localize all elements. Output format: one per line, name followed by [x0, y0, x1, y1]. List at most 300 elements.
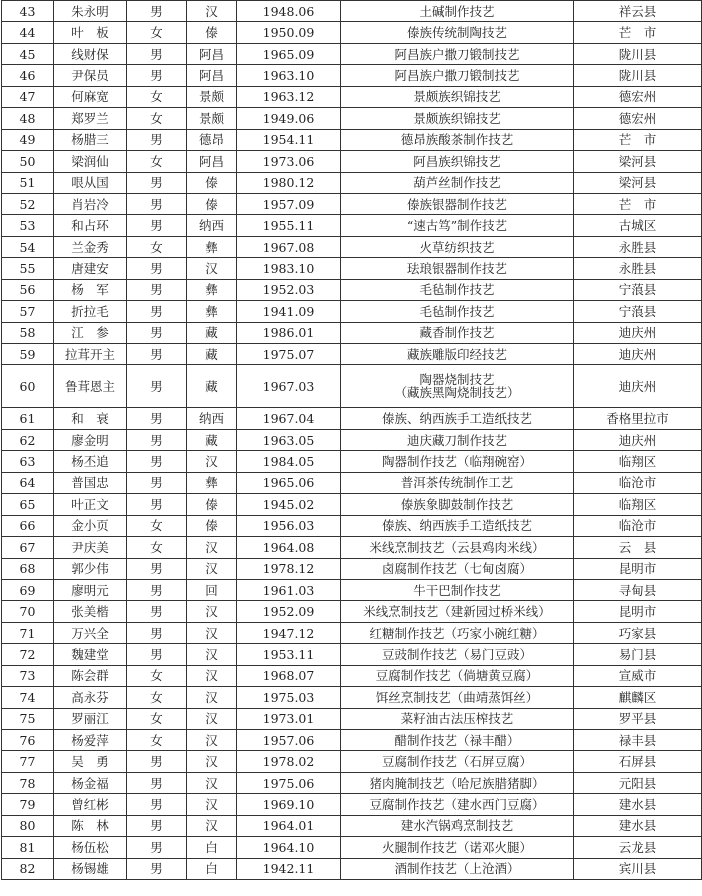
craft-cell: 藏族雕版印经技艺	[341, 344, 574, 365]
table-row	[2, 65, 702, 86]
birth-date-cell: 1961.03	[237, 579, 341, 600]
craft-cell: 牛干巴制作技艺	[341, 579, 574, 600]
table-row	[2, 537, 702, 558]
row-number-cell: 47	[2, 86, 54, 107]
name-cell: 魏建堂	[54, 644, 127, 665]
table-row	[2, 708, 702, 729]
sex-cell: 男	[127, 558, 187, 579]
region-cell: 昆明市	[574, 558, 702, 579]
birth-date-cell: 1956.03	[237, 515, 341, 536]
row-number-cell: 81	[2, 837, 54, 858]
row-number-cell: 73	[2, 665, 54, 686]
name-cell: 郭少伟	[54, 558, 127, 579]
birth-date-cell: 1967.03	[237, 365, 341, 408]
ethnicity-cell: 回	[187, 579, 237, 600]
region-cell: 古城区	[574, 215, 702, 236]
row-number-cell: 80	[2, 815, 54, 836]
birth-date-cell: 1969.10	[237, 794, 341, 815]
sex-cell: 男	[127, 322, 187, 343]
ethnicity-cell: 汉	[187, 794, 237, 815]
birth-date-cell: 1942.11	[237, 858, 341, 879]
ethnicity-cell: 德昂	[187, 129, 237, 150]
sex-cell: 男	[127, 429, 187, 450]
name-cell: 何麻宽	[54, 86, 127, 107]
table-row	[2, 794, 702, 815]
name-cell: 梁润仙	[54, 151, 127, 172]
table-row	[2, 772, 702, 793]
ethnicity-cell: 傣	[187, 193, 237, 214]
region-cell: 永胜县	[574, 236, 702, 257]
craft-cell: 米线烹制技艺（云县鸡肉米线）	[341, 537, 574, 558]
craft-cell: 米线烹制技艺（建新园过桥米线）	[341, 601, 574, 622]
row-number-cell: 55	[2, 258, 54, 279]
craft-cell: 毛毡制作技艺	[341, 279, 574, 300]
table-row	[2, 472, 702, 493]
name-cell: 鲁茸恩主	[54, 365, 127, 408]
craft-cell: 火草纺织技艺	[341, 236, 574, 257]
table-row	[2, 579, 702, 600]
ethnicity-cell: 彝	[187, 279, 237, 300]
sex-cell: 男	[127, 794, 187, 815]
row-number-cell: 74	[2, 687, 54, 708]
region-cell: 宁蒗县	[574, 279, 702, 300]
craft-cell: 傣族传统制陶技艺	[341, 22, 574, 43]
row-number-cell: 64	[2, 472, 54, 493]
row-number-cell: 45	[2, 43, 54, 64]
name-cell: 叶 板	[54, 22, 127, 43]
table-row	[2, 258, 702, 279]
row-number-cell: 68	[2, 558, 54, 579]
region-cell: 麒麟区	[574, 687, 702, 708]
name-cell: 和占环	[54, 215, 127, 236]
row-number-cell: 67	[2, 537, 54, 558]
sex-cell: 男	[127, 301, 187, 322]
craft-cell: 傣族银器制作技艺	[341, 193, 574, 214]
birth-date-cell: 1953.11	[237, 644, 341, 665]
craft-cell: 毛毡制作技艺	[341, 301, 574, 322]
name-cell: 线财保	[54, 43, 127, 64]
ethnicity-cell: 景颇	[187, 86, 237, 107]
sex-cell: 男	[127, 622, 187, 643]
craft-cell: 豆豉制作技艺（易门豆豉）	[341, 644, 574, 665]
ethnicity-cell: 白	[187, 837, 237, 858]
birth-date-cell: 1963.12	[237, 86, 341, 107]
craft-cell: 猪肉腌制技艺（哈尼族腊猪脚）	[341, 772, 574, 793]
birth-date-cell: 1957.06	[237, 730, 341, 751]
craft-cell: 迪庆藏刀制作技艺	[341, 429, 574, 450]
row-number-cell: 70	[2, 601, 54, 622]
row-number-cell: 52	[2, 193, 54, 214]
name-cell: 杨 军	[54, 279, 127, 300]
craft-cell: 珐琅银器制作技艺	[341, 258, 574, 279]
row-number-cell: 69	[2, 579, 54, 600]
birth-date-cell: 1964.01	[237, 815, 341, 836]
row-number-cell: 49	[2, 129, 54, 150]
craft-cell: 景颇族织锦技艺	[341, 86, 574, 107]
craft-cell: 阿昌族户撒刀锻制技艺	[341, 43, 574, 64]
sex-cell: 男	[127, 815, 187, 836]
row-number-cell: 46	[2, 65, 54, 86]
ethnicity-cell: 汉	[187, 601, 237, 622]
sex-cell: 女	[127, 108, 187, 129]
craft-cell: 德昂族酸茶制作技艺	[341, 129, 574, 150]
ethnicity-cell: 傣	[187, 22, 237, 43]
sex-cell: 女	[127, 22, 187, 43]
table-row	[2, 494, 702, 515]
region-cell: 元阳县	[574, 772, 702, 793]
name-cell: 朱永明	[54, 1, 127, 22]
birth-date-cell: 1948.06	[237, 1, 341, 22]
ethnicity-cell: 汉	[187, 1, 237, 22]
region-cell: 临翔区	[574, 494, 702, 515]
name-cell: 吴 勇	[54, 751, 127, 772]
birth-date-cell: 1978.12	[237, 558, 341, 579]
row-number-cell: 50	[2, 151, 54, 172]
birth-date-cell: 1950.09	[237, 22, 341, 43]
birth-date-cell: 1957.09	[237, 193, 341, 214]
table-row	[2, 43, 702, 64]
table-row	[2, 451, 702, 472]
ethnicity-cell: 彝	[187, 472, 237, 493]
craft-cell: 火腿制作技艺（诺邓火腿）	[341, 837, 574, 858]
birth-date-cell: 1964.08	[237, 537, 341, 558]
birth-date-cell: 1952.03	[237, 279, 341, 300]
craft-cell: 建水汽锅鸡烹制技艺	[341, 815, 574, 836]
birth-date-cell: 1963.10	[237, 65, 341, 86]
sex-cell: 女	[127, 537, 187, 558]
craft-cell: 酒制作技艺（上沧酒）	[341, 858, 574, 879]
row-number-cell: 65	[2, 494, 54, 515]
row-number-cell: 48	[2, 108, 54, 129]
table-row	[2, 408, 702, 429]
sex-cell: 男	[127, 858, 187, 879]
sex-cell: 男	[127, 579, 187, 600]
sex-cell: 女	[127, 665, 187, 686]
ethnicity-cell: 彝	[187, 301, 237, 322]
birth-date-cell: 1973.01	[237, 708, 341, 729]
ethnicity-cell: 汉	[187, 622, 237, 643]
sex-cell: 男	[127, 129, 187, 150]
name-cell: 叶正文	[54, 494, 127, 515]
sex-cell: 男	[127, 43, 187, 64]
ethnicity-cell: 汉	[187, 751, 237, 772]
sex-cell: 女	[127, 151, 187, 172]
row-number-cell: 54	[2, 236, 54, 257]
region-cell: 迪庆州	[574, 322, 702, 343]
craft-cell: “速古笃”制作技艺	[341, 215, 574, 236]
ethnicity-cell: 阿昌	[187, 151, 237, 172]
region-cell: 陇川县	[574, 43, 702, 64]
name-cell: 陈 林	[54, 815, 127, 836]
region-cell: 陇川县	[574, 65, 702, 86]
region-cell: 宾川县	[574, 858, 702, 879]
region-cell: 易门县	[574, 644, 702, 665]
craft-cell: 阿昌族织锦技艺	[341, 151, 574, 172]
row-number-cell: 51	[2, 172, 54, 193]
region-cell: 迪庆州	[574, 429, 702, 450]
sex-cell: 男	[127, 408, 187, 429]
birth-date-cell: 1978.02	[237, 751, 341, 772]
name-cell: 尹庆美	[54, 537, 127, 558]
table-row	[2, 129, 702, 150]
craft-cell: 陶器制作技艺（临翔碗窑）	[341, 451, 574, 472]
row-number-cell: 58	[2, 322, 54, 343]
row-number-cell: 79	[2, 794, 54, 815]
region-cell: 芒 市	[574, 129, 702, 150]
name-cell: 普国忠	[54, 472, 127, 493]
row-number-cell: 60	[2, 365, 54, 408]
craft-cell: 景颇族织锦技艺	[341, 108, 574, 129]
birth-date-cell: 1968.07	[237, 665, 341, 686]
region-cell: 迪庆州	[574, 344, 702, 365]
table-row	[2, 151, 702, 172]
name-cell: 杨爱萍	[54, 730, 127, 751]
table-row	[2, 665, 702, 686]
table-row	[2, 322, 702, 343]
craft-cell: 傣族、纳西族手工造纸技艺	[341, 515, 574, 536]
region-cell: 巧家县	[574, 622, 702, 643]
name-cell: 拉茸开主	[54, 344, 127, 365]
table-row	[2, 108, 702, 129]
ethnicity-cell: 藏	[187, 429, 237, 450]
row-number-cell: 75	[2, 708, 54, 729]
sex-cell: 男	[127, 751, 187, 772]
ethnicity-cell: 汉	[187, 644, 237, 665]
name-cell: 廖金明	[54, 429, 127, 450]
ethnicity-cell: 阿昌	[187, 65, 237, 86]
ethnicity-cell: 汉	[187, 665, 237, 686]
name-cell: 江 参	[54, 322, 127, 343]
table-row	[2, 344, 702, 365]
region-cell: 云龙县	[574, 837, 702, 858]
row-number-cell: 82	[2, 858, 54, 879]
ethnicity-cell: 汉	[187, 708, 237, 729]
row-number-cell: 53	[2, 215, 54, 236]
ethnicity-cell: 景颇	[187, 108, 237, 129]
name-cell: 肖岩冷	[54, 193, 127, 214]
name-cell: 尹保员	[54, 65, 127, 86]
ethnicity-cell: 汉	[187, 451, 237, 472]
region-cell: 昆明市	[574, 601, 702, 622]
table-row	[2, 622, 702, 643]
name-cell: 哏从国	[54, 172, 127, 193]
row-number-cell: 61	[2, 408, 54, 429]
region-cell: 芒 市	[574, 22, 702, 43]
region-cell: 宁蒗县	[574, 301, 702, 322]
region-cell: 云 县	[574, 537, 702, 558]
name-cell: 曾红彬	[54, 794, 127, 815]
craft-cell: 菜籽油古法压榨技艺	[341, 708, 574, 729]
sex-cell: 男	[127, 494, 187, 515]
birth-date-cell: 1947.12	[237, 622, 341, 643]
region-cell: 永胜县	[574, 258, 702, 279]
table-row	[2, 730, 702, 751]
ethnicity-cell: 傣	[187, 515, 237, 536]
birth-date-cell: 1975.03	[237, 687, 341, 708]
table-row	[2, 1, 702, 22]
craft-cell	[341, 365, 574, 408]
craft-line: 陶器烧制技艺	[419, 372, 495, 388]
row-number-cell: 72	[2, 644, 54, 665]
table-row	[2, 301, 702, 322]
birth-date-cell: 1967.04	[237, 408, 341, 429]
table-row	[2, 279, 702, 300]
sex-cell: 男	[127, 365, 187, 408]
craft-cell: 傣族象脚鼓制作技艺	[341, 494, 574, 515]
sex-cell: 男	[127, 258, 187, 279]
birth-date-cell: 1964.10	[237, 837, 341, 858]
table-row	[2, 558, 702, 579]
ethnicity-cell: 汉	[187, 815, 237, 836]
name-cell: 和 衰	[54, 408, 127, 429]
sex-cell: 男	[127, 1, 187, 22]
table-row	[2, 644, 702, 665]
row-number-cell: 44	[2, 22, 54, 43]
name-cell: 杨丕追	[54, 451, 127, 472]
ethnicity-cell: 纳西	[187, 408, 237, 429]
name-cell: 万兴全	[54, 622, 127, 643]
region-cell: 芒 市	[574, 193, 702, 214]
birth-date-cell: 1963.05	[237, 429, 341, 450]
row-number-cell: 71	[2, 622, 54, 643]
ethnicity-cell: 阿昌	[187, 43, 237, 64]
name-cell: 杨锡雄	[54, 858, 127, 879]
region-cell: 石屏县	[574, 751, 702, 772]
inheritor-table	[1, 0, 702, 880]
birth-date-cell: 1954.11	[237, 129, 341, 150]
sex-cell: 男	[127, 215, 187, 236]
craft-cell: 藏香制作技艺	[341, 322, 574, 343]
ethnicity-cell: 彝	[187, 236, 237, 257]
craft-cell: 卤腐制作技艺（七甸卤腐）	[341, 558, 574, 579]
region-cell: 寻甸县	[574, 579, 702, 600]
row-number-cell: 43	[2, 1, 54, 22]
birth-date-cell: 1965.06	[237, 472, 341, 493]
birth-date-cell: 1975.07	[237, 344, 341, 365]
birth-date-cell: 1949.06	[237, 108, 341, 129]
ethnicity-cell: 藏	[187, 365, 237, 408]
table-row	[2, 687, 702, 708]
ethnicity-cell: 纳西	[187, 215, 237, 236]
name-cell: 陈会群	[54, 665, 127, 686]
table-row	[2, 429, 702, 450]
table-row	[2, 22, 702, 43]
row-number-cell: 77	[2, 751, 54, 772]
birth-date-cell: 1986.01	[237, 322, 341, 343]
sex-cell: 女	[127, 236, 187, 257]
region-cell: 临翔区	[574, 451, 702, 472]
name-cell: 郑罗兰	[54, 108, 127, 129]
craft-cell: 土碱制作技艺	[341, 1, 574, 22]
craft-cell: 红糖制作技艺（巧家小碗红糖）	[341, 622, 574, 643]
name-cell: 金小页	[54, 515, 127, 536]
table-row	[2, 172, 702, 193]
craft-cell: 豆腐制作技艺（倘塘黄豆腐）	[341, 665, 574, 686]
ethnicity-cell: 汉	[187, 258, 237, 279]
region-cell: 祥云县	[574, 1, 702, 22]
region-cell: 德宏州	[574, 108, 702, 129]
table-row	[2, 193, 702, 214]
name-cell: 杨金福	[54, 772, 127, 793]
sex-cell: 男	[127, 644, 187, 665]
sex-cell: 男	[127, 472, 187, 493]
row-number-cell: 59	[2, 344, 54, 365]
name-cell: 高永芬	[54, 687, 127, 708]
region-cell: 临沧市	[574, 515, 702, 536]
name-cell: 折拉毛	[54, 301, 127, 322]
birth-date-cell: 1980.12	[237, 172, 341, 193]
craft-cell: 傣族、纳西族手工造纸技艺	[341, 408, 574, 429]
region-cell: 罗平县	[574, 708, 702, 729]
row-number-cell: 56	[2, 279, 54, 300]
craft-cell: 饵丝烹制技艺（曲靖蒸饵丝）	[341, 687, 574, 708]
birth-date-cell: 1955.11	[237, 215, 341, 236]
craft-cell: 普洱茶传统制作工艺	[341, 472, 574, 493]
craft-cell: 阿昌族户撒刀锻制技艺	[341, 65, 574, 86]
birth-date-cell: 1945.02	[237, 494, 341, 515]
sex-cell: 男	[127, 279, 187, 300]
ethnicity-cell: 藏	[187, 344, 237, 365]
region-cell: 迪庆州	[574, 365, 702, 408]
birth-date-cell: 1984.05	[237, 451, 341, 472]
name-cell: 杨腊三	[54, 129, 127, 150]
table-row	[2, 515, 702, 536]
sex-cell: 男	[127, 193, 187, 214]
row-number-cell: 78	[2, 772, 54, 793]
region-cell: 宣威市	[574, 665, 702, 686]
row-number-cell: 57	[2, 301, 54, 322]
craft-cell: 葫芦丝制作技艺	[341, 172, 574, 193]
ethnicity-cell: 汉	[187, 558, 237, 579]
table-row	[2, 365, 702, 408]
region-cell: 建水县	[574, 815, 702, 836]
ethnicity-cell: 白	[187, 858, 237, 879]
sex-cell: 男	[127, 601, 187, 622]
sex-cell: 女	[127, 86, 187, 107]
ethnicity-cell: 藏	[187, 322, 237, 343]
birth-date-cell: 1983.10	[237, 258, 341, 279]
row-number-cell: 62	[2, 429, 54, 450]
birth-date-cell: 1952.09	[237, 601, 341, 622]
ethnicity-cell: 汉	[187, 730, 237, 751]
birth-date-cell: 1965.09	[237, 43, 341, 64]
birth-date-cell: 1973.06	[237, 151, 341, 172]
name-cell: 廖明元	[54, 579, 127, 600]
ethnicity-cell: 傣	[187, 494, 237, 515]
name-cell: 唐建安	[54, 258, 127, 279]
sex-cell: 男	[127, 65, 187, 86]
name-cell: 罗丽江	[54, 708, 127, 729]
sex-cell: 男	[127, 451, 187, 472]
craft-cell: 豆腐制作技艺（石屏豆腐）	[341, 751, 574, 772]
sex-cell: 男	[127, 772, 187, 793]
table-row	[2, 236, 702, 257]
craft-cell: 醋制作技艺（禄丰醋）	[341, 730, 574, 751]
birth-date-cell: 1941.09	[237, 301, 341, 322]
sex-cell: 男	[127, 837, 187, 858]
region-cell: 临沧市	[574, 472, 702, 493]
region-cell: 建水县	[574, 794, 702, 815]
region-cell: 梁河县	[574, 172, 702, 193]
sex-cell: 女	[127, 708, 187, 729]
craft-cell: 豆腐制作技艺（建水西门豆腐）	[341, 794, 574, 815]
row-number-cell: 76	[2, 730, 54, 751]
ethnicity-cell: 汉	[187, 537, 237, 558]
table-row	[2, 815, 702, 836]
sex-cell: 男	[127, 172, 187, 193]
sex-cell: 男	[127, 344, 187, 365]
table-body	[2, 1, 702, 880]
